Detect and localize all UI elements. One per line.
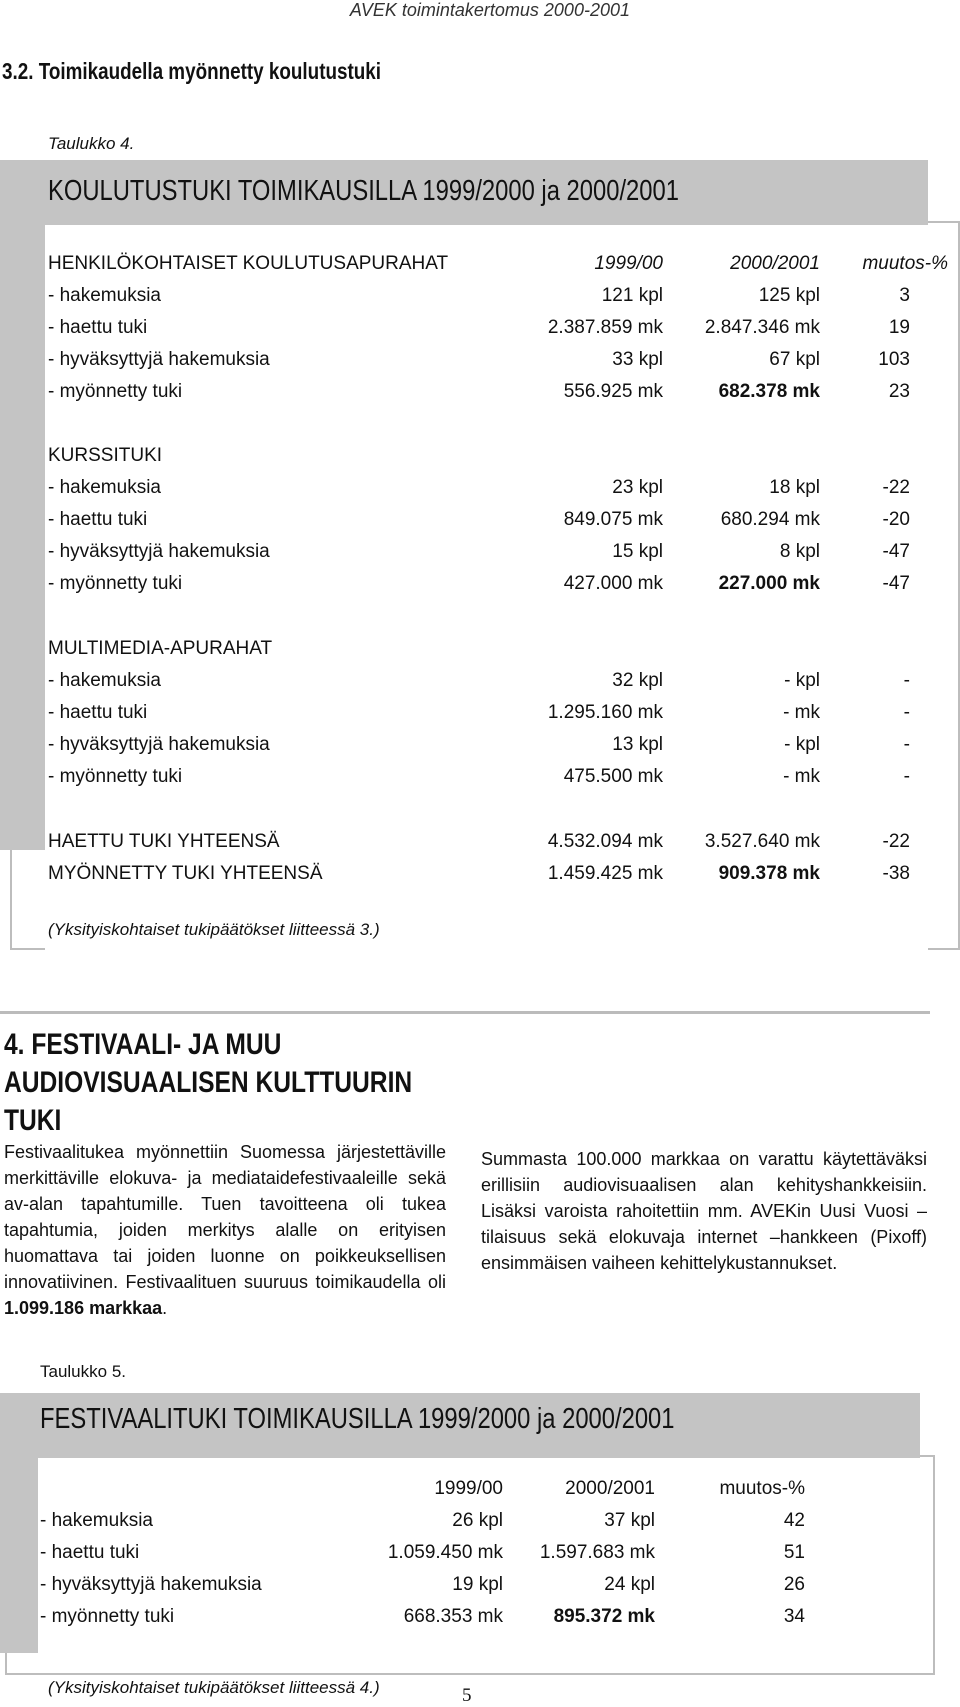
row-label: - hakemuksia [48, 670, 161, 691]
cell-change: 51 [783, 1542, 805, 1563]
cell-2000: 8 kpl [779, 541, 820, 562]
cell-change: -47 [882, 541, 910, 562]
table-row [0, 1606, 960, 1636]
cell-1999: 2.387.859 mk [547, 317, 663, 338]
cell-2000: 24 kpl [604, 1574, 655, 1595]
cell-change: -38 [882, 863, 910, 884]
left-paragraph-text: Festivaalitukea myönnettiin Suomessa järjestettäville merkittäville elokuva- ja mediataidefestivaaleille sekä av-alan tapahtumille. Tuen tavoitteena oli tukea tapahtumia, joiden merkitys alalle on erityisen huomattava tai joiden luonne on poikkeuksellisen innovatiivinen. Festivaalituen suuruus toimikaudella oli [4, 1142, 446, 1292]
total-row [0, 863, 960, 893]
cell-1999: 4.532.094 mk [547, 831, 663, 852]
cell-change: - [903, 702, 910, 723]
cell-1999: 33 kpl [612, 349, 663, 370]
cell-change: -20 [882, 509, 910, 530]
cell-1999: 427.000 mk [563, 573, 663, 594]
cell-2000: - mk [783, 702, 820, 723]
column-header-1999: 1999/00 [594, 253, 663, 274]
section4-left-paragraph: Festivaalitukea myönnettiin Suomessa järjestettäville merkittäville elokuva- ja mediataidefestivaaleille sekä av-alan tapahtumille. Tuen tavoitteena oli tukea tapahtumia, joiden merkitys alalle on erityisen huomattava tai joiden luonne on poikkeuksellisen innovatiivinen. Festivaalituen suuruus toimikaudella oli 1.099.186 markkaa. [4, 1142, 446, 1318]
cell-change: 19 [888, 317, 910, 338]
cell-2000: 2.847.346 mk [704, 317, 820, 338]
table-row [0, 1510, 960, 1540]
cell-2000: 37 kpl [604, 1510, 655, 1531]
cell-2000: 895.372 mk [553, 1606, 655, 1627]
row-label: - haettu tuki [48, 509, 148, 530]
cell-2000: - kpl [784, 734, 820, 755]
table4-title: KOULUTUSTUKI TOIMIKAUSILLA 1999/2000 ja 2000/2001 [48, 175, 679, 207]
cell-change: - [903, 766, 910, 787]
festival-total-amount: 1.099.186 markkaa [4, 1298, 163, 1318]
table-row [0, 381, 960, 411]
row-label: - hakemuksia [48, 477, 161, 498]
table5-caption: Taulukko 5. [40, 1362, 126, 1381]
table-row [0, 1574, 960, 1604]
column-header-2000: 2000/2001 [565, 1478, 655, 1499]
cell-change: 26 [783, 1574, 805, 1595]
row-label: - hyväksyttyjä hakemuksia [48, 349, 270, 370]
cell-1999: 475.500 mk [563, 766, 663, 787]
table-row [0, 509, 960, 539]
subsection-heading-row [0, 638, 960, 668]
table-row [0, 670, 960, 700]
cell-1999: 1.059.450 mk [387, 1542, 503, 1563]
cell-change: -22 [882, 831, 910, 852]
cell-1999: 849.075 mk [563, 509, 663, 530]
cell-change: 34 [783, 1606, 805, 1627]
cell-change: -22 [882, 477, 910, 498]
cell-1999: 121 kpl [601, 285, 663, 306]
section4-title: 4. FESTIVAALI- JA MUU AUDIOVISUAALISEN KULTTUURIN TUKI [4, 1028, 413, 1137]
subsection-heading-row [0, 445, 960, 475]
cell-1999: 32 kpl [612, 670, 663, 691]
cell-1999: 19 kpl [452, 1574, 503, 1595]
cell-1999: 556.925 mk [563, 381, 663, 402]
cell-change: 103 [878, 349, 910, 370]
section-divider [0, 1011, 930, 1014]
table-row [0, 285, 960, 315]
row-label: - hakemuksia [40, 1510, 153, 1531]
section4-right-paragraph: Summasta 100.000 markkaa on varattu käytettäväksi erillisiin audiovisuaalisen alan kehityshankkeisiin. Lisäksi varoista rahoitettiin mm. AVEKin Uusi Vuosi –tilaisuus sekä elokuvaja internet –hankkeen (Pixoff) ensimmäisen vaiheen kehittelykustannukset. [481, 1149, 927, 1273]
document-header-title: AVEK toimintakertomus 2000-2001 [349, 0, 630, 20]
row-label: - haettu tuki [48, 702, 148, 723]
row-label: MYÖNNETTY TUKI YHTEENSÄ [48, 863, 323, 884]
multimedia-heading: MULTIMEDIA-APURAHAT [48, 638, 273, 659]
cell-2000: 67 kpl [769, 349, 820, 370]
table-row [0, 702, 960, 732]
column-header-label: HENKILÖKOHTAISET KOULUTUSAPURAHAT [48, 253, 449, 274]
row-label: - hyväksyttyjä hakemuksia [40, 1574, 262, 1595]
cell-change: 3 [899, 285, 910, 306]
column-header-2000: 2000/2001 [730, 253, 820, 274]
table-row [0, 766, 960, 796]
row-label: - haettu tuki [40, 1542, 140, 1563]
cell-1999: 26 kpl [452, 1510, 503, 1531]
cell-2000: 18 kpl [769, 477, 820, 498]
row-label: - myönnetty tuki [48, 766, 183, 787]
row-label: - myönnetty tuki [40, 1606, 175, 1627]
cell-2000: 909.378 mk [718, 863, 820, 884]
cell-2000: 125 kpl [758, 285, 820, 306]
cell-change: 23 [888, 381, 910, 402]
table-row [0, 734, 960, 764]
table-row [0, 317, 960, 347]
table-row [0, 349, 960, 379]
cell-1999: 1.295.160 mk [547, 702, 663, 723]
cell-1999: 13 kpl [612, 734, 663, 755]
table4-caption: Taulukko 4. [48, 134, 135, 153]
cell-change: - [903, 734, 910, 755]
table5-header-row [0, 1478, 960, 1508]
page-number: 5 [462, 1685, 472, 1706]
table-row [0, 573, 960, 603]
row-label: - haettu tuki [48, 317, 148, 338]
cell-change: 42 [783, 1510, 805, 1531]
row-label: - myönnetty tuki [48, 573, 183, 594]
column-header-change: muutos-% [719, 1478, 805, 1499]
row-label: - myönnetty tuki [48, 381, 183, 402]
cell-1999: 15 kpl [612, 541, 663, 562]
row-label: HAETTU TUKI YHTEENSÄ [48, 831, 280, 852]
cell-change: -47 [882, 573, 910, 594]
row-label: - hakemuksia [48, 285, 161, 306]
column-header-change: muutos-% [862, 253, 948, 274]
table5-note: (Yksityiskohtaiset tukipäätökset liitteessä 4.) [48, 1678, 380, 1697]
table-row [0, 477, 960, 507]
cell-2000: 227.000 mk [718, 573, 820, 594]
total-row [0, 831, 960, 861]
kurssituki-heading: KURSSITUKI [48, 445, 163, 466]
table4-header-row [0, 253, 960, 283]
cell-2000: 3.527.640 mk [704, 831, 820, 852]
table-row [0, 541, 960, 571]
row-label: - hyväksyttyjä hakemuksia [48, 734, 270, 755]
section-title: 3.2. Toimikaudella myönnetty koulutustuki [2, 58, 382, 84]
cell-2000: 680.294 mk [720, 509, 820, 530]
cell-1999: 668.353 mk [403, 1606, 503, 1627]
cell-2000: - kpl [784, 670, 820, 691]
cell-2000: 1.597.683 mk [539, 1542, 655, 1563]
cell-1999: 1.459.425 mk [547, 863, 663, 884]
cell-change: - [903, 670, 910, 691]
row-label: - hyväksyttyjä hakemuksia [48, 541, 270, 562]
table4-note: (Yksityiskohtaiset tukipäätökset liitteessä 3.) [48, 920, 380, 939]
column-header-1999: 1999/00 [434, 1478, 503, 1499]
cell-1999: 23 kpl [612, 477, 663, 498]
table5-title: FESTIVAALITUKI TOIMIKAUSILLA 1999/2000 ja 2000/2001 [40, 1403, 675, 1435]
cell-2000: 682.378 mk [718, 381, 820, 402]
table-row [0, 1542, 960, 1572]
cell-2000: - mk [783, 766, 820, 787]
